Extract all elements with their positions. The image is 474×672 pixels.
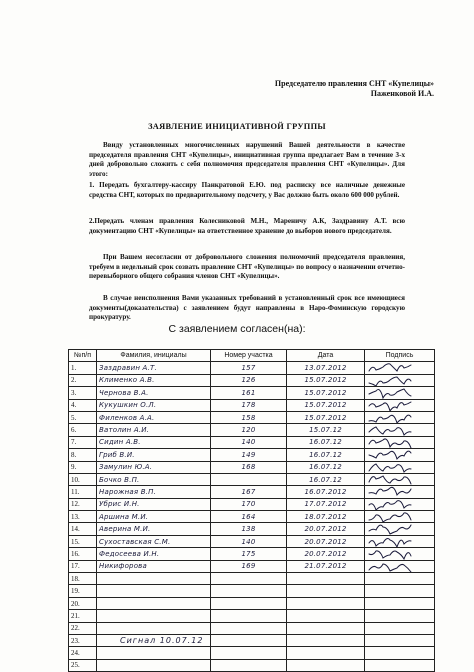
row-signature — [365, 560, 435, 572]
row-date — [287, 647, 365, 659]
row-name: Убрис И.Н. — [97, 498, 211, 510]
row-signature — [365, 573, 435, 585]
row-name — [97, 597, 211, 609]
table-row — [69, 535, 435, 547]
row-number: 13. — [69, 511, 97, 523]
row-date: 15.07.2012 — [287, 411, 365, 423]
row-number: 15. — [69, 535, 97, 547]
row-date: 17.07.2012 — [287, 498, 365, 510]
row-number: 21. — [69, 610, 97, 622]
row-plot: 158 — [211, 411, 287, 423]
col-header-name: Фамилия, инициалы — [97, 350, 211, 362]
row-signature — [365, 585, 435, 597]
row-plot: 178 — [211, 399, 287, 411]
row-date — [287, 659, 365, 671]
table-row — [69, 424, 435, 436]
row-date: 15.07.2012 — [287, 374, 365, 386]
row-plot: 164 — [211, 511, 287, 523]
table-row — [69, 610, 435, 622]
row-name: Никифорова — [97, 560, 211, 572]
addressee-line: Председателю правления СНТ «Купелицы» — [274, 79, 434, 88]
row-plot — [211, 473, 287, 485]
signature-scribble — [365, 548, 417, 560]
row-name: Аршина М.И. — [97, 511, 211, 523]
row-plot — [211, 597, 287, 609]
row-date: 20.07.2012 — [287, 535, 365, 547]
row-name: Кукушкин О.Л. — [97, 399, 211, 411]
table-row — [69, 560, 435, 572]
row-name: Бочко В.П. — [97, 473, 211, 485]
row-number: 1. — [69, 362, 97, 374]
row-number: 5. — [69, 411, 97, 423]
row-name: Клименко А.В. — [97, 374, 211, 386]
row-signature — [365, 523, 435, 535]
row-plot: 169 — [211, 560, 287, 572]
row-plot — [211, 647, 287, 659]
paragraph-consequence: В случае неисполнения Вами указанных требований в установленный срок все имеющиеся документы(доказательства) с заявлением будут направлены в Наро-Фоминскую городскую прокуратуру. — [89, 294, 405, 322]
row-plot: 149 — [211, 449, 287, 461]
row-number: 22. — [69, 622, 97, 634]
table-row — [69, 449, 435, 461]
row-number: 3. — [69, 387, 97, 399]
row-signature — [365, 473, 435, 485]
row-name: Замулин Ю.А. — [97, 461, 211, 473]
row-name: Гриб В.И. — [97, 449, 211, 461]
row-plot: 170 — [211, 498, 287, 510]
signature-scribble — [365, 486, 417, 498]
signature-scribble — [365, 436, 417, 448]
signature-scribble — [365, 387, 417, 399]
row-plot: 140 — [211, 535, 287, 547]
col-header-number: №п/п — [69, 350, 97, 362]
row-number: 17. — [69, 560, 97, 572]
row-date: 21.07.2012 — [287, 560, 365, 572]
row-signature — [365, 622, 435, 634]
signature-scribble — [365, 411, 417, 423]
row-date — [287, 634, 365, 646]
row-plot: 140 — [211, 436, 287, 448]
row-name: Аверина М.И. — [97, 523, 211, 535]
row-date — [287, 585, 365, 597]
row-plot — [211, 622, 287, 634]
row-date: 20.07.2012 — [287, 548, 365, 560]
row-number: 16. — [69, 548, 97, 560]
table-row — [69, 523, 435, 535]
row-number: 20. — [69, 597, 97, 609]
signature-scribble — [365, 535, 417, 547]
table-row — [69, 659, 435, 671]
signature-scribble — [365, 498, 417, 510]
table-row — [69, 647, 435, 659]
row-signature — [365, 498, 435, 510]
row-number: 12. — [69, 498, 97, 510]
row-date: 16.07.12 — [287, 449, 365, 461]
row-date: 13.07.2012 — [287, 362, 365, 374]
row-signature — [365, 387, 435, 399]
col-header-plot: Номер участка — [211, 350, 287, 362]
table-row — [69, 622, 435, 634]
row-name: Сидин А.В. — [97, 436, 211, 448]
signature-scribble — [365, 560, 417, 572]
row-number: 10. — [69, 473, 97, 485]
row-number: 8. — [69, 449, 97, 461]
row-plot: 138 — [211, 523, 287, 535]
row-signature — [365, 610, 435, 622]
row-number: 11. — [69, 486, 97, 498]
row-date — [287, 622, 365, 634]
col-header-date: Дата — [287, 350, 365, 362]
signatures-table — [68, 349, 435, 672]
row-name: Филенков А.А. — [97, 411, 211, 423]
col-header-signature: Подпись — [365, 350, 435, 362]
row-date: 16.07.12 — [287, 473, 365, 485]
row-name — [97, 659, 211, 671]
row-name: Федосеева И.Н. — [97, 548, 211, 560]
row-date: 20.07.2012 — [287, 523, 365, 535]
row-signature — [365, 411, 435, 423]
signature-scribble — [365, 374, 417, 386]
row-plot — [211, 585, 287, 597]
row-number: 7. — [69, 436, 97, 448]
table-row — [69, 473, 435, 485]
signature-scribble — [365, 523, 417, 535]
paragraph-demand-1: 1. Передать бухгалтеру-кассиру Панкратовой Е.Ю. под расписку все наличные денежные средства СНТ, которых по предварительному подсчету, у Вас должно быть около 600 000 рублей. — [89, 181, 405, 199]
row-plot — [211, 659, 287, 671]
paragraph-intro: Ввиду установленных многочисленных нарушений Вашей деятельности в качестве председателя правления СНТ «Купелицы», инициативная группа предлагает Вам в течение 3-х дней добровольно сложить с себя полномочия председателя правления СНТ «Купелицы». Для этого: — [89, 141, 405, 178]
row-signature — [365, 634, 435, 646]
signature-scribble — [365, 424, 417, 436]
row-date — [287, 610, 365, 622]
row-number: 9. — [69, 461, 97, 473]
table-row — [69, 374, 435, 386]
table-row — [69, 511, 435, 523]
paragraph-demand-2: 2.Передать членам правления Колесниковой М.Н., Мареничу А.К, Заздравину А.Т. всю документацию СНТ «Купелицы» на ответственное хранение до выборов нового председателя. — [89, 217, 405, 235]
signature-scribble — [365, 473, 417, 485]
row-number: 2. — [69, 374, 97, 386]
row-name: Сухоставская С.М. — [97, 535, 211, 547]
row-plot: 126 — [211, 374, 287, 386]
row-name: Ватолин А.И. — [97, 424, 211, 436]
row-name: Чернова В.А. — [97, 387, 211, 399]
paragraph-refusal: При Вашем несогласии от добровольного сложения полномочий председателя правления, требуем в недельный срок созвать правление СНТ «Купелицы» по вопросу о назначении отчетно-перевыборного общего собрания членов СНТ «Купелицы». — [89, 253, 405, 281]
row-number: 14. — [69, 523, 97, 535]
table-row — [69, 362, 435, 374]
row-number: 23. — [69, 634, 97, 646]
agreement-heading: С заявлением согласен(на): — [168, 323, 306, 335]
row-number: 4. — [69, 399, 97, 411]
row-signature — [365, 597, 435, 609]
row-signature — [365, 486, 435, 498]
table-row — [69, 573, 435, 585]
row-signature — [365, 548, 435, 560]
signature-scribble — [365, 461, 417, 473]
signature-scribble — [365, 511, 417, 523]
row-number: 25. — [69, 659, 97, 671]
signature-scribble — [365, 362, 417, 374]
row-name — [97, 622, 211, 634]
table-row — [69, 548, 435, 560]
row-signature — [365, 362, 435, 374]
row-date: 16.07.12 — [287, 461, 365, 473]
table-row — [69, 411, 435, 423]
row-signature — [365, 511, 435, 523]
row-number: 18. — [69, 573, 97, 585]
table-row — [69, 399, 435, 411]
row-signature — [365, 461, 435, 473]
row-signature — [365, 659, 435, 671]
row-number: 6. — [69, 424, 97, 436]
row-name — [97, 585, 211, 597]
row-name — [97, 610, 211, 622]
row-plot: 175 — [211, 548, 287, 560]
row-date: 18.07.2012 — [287, 511, 365, 523]
row-signature — [365, 399, 435, 411]
row-signature — [365, 535, 435, 547]
row-name — [97, 647, 211, 659]
table-row — [69, 486, 435, 498]
row-signature — [365, 424, 435, 436]
table-row — [69, 461, 435, 473]
addressee-name: Паженковой И.А. — [370, 89, 434, 98]
document-title: ЗАЯВЛЕНИЕ ИНИЦИАТИВНОЙ ГРУППЫ — [148, 122, 326, 131]
row-date — [287, 597, 365, 609]
row-plot — [211, 573, 287, 585]
row-number: 19. — [69, 585, 97, 597]
row-date: 15.07.12 — [287, 424, 365, 436]
row-name — [97, 573, 211, 585]
row-plot: 157 — [211, 362, 287, 374]
row-plot: 167 — [211, 486, 287, 498]
table-row — [69, 498, 435, 510]
row-date: 16.07.12 — [287, 436, 365, 448]
row-name: Заздравин А.Т. — [97, 362, 211, 374]
row-date — [287, 573, 365, 585]
row-signature — [365, 449, 435, 461]
table-row — [69, 387, 435, 399]
handwritten-footer-note: Сигнал 10.07.12 — [120, 636, 204, 645]
row-date: 15.07.2012 — [287, 399, 365, 411]
row-plot: 168 — [211, 461, 287, 473]
row-plot: 161 — [211, 387, 287, 399]
row-signature — [365, 374, 435, 386]
row-date: 16.07.2012 — [287, 486, 365, 498]
row-number: 24. — [69, 647, 97, 659]
signature-scribble — [365, 449, 417, 461]
table-row — [69, 585, 435, 597]
row-plot: 120 — [211, 424, 287, 436]
table-header-row — [69, 350, 435, 362]
row-date: 15.07.2012 — [287, 387, 365, 399]
row-plot — [211, 610, 287, 622]
signature-scribble — [365, 399, 417, 411]
row-signature — [365, 647, 435, 659]
table-row — [69, 436, 435, 448]
table-row — [69, 597, 435, 609]
row-name: Нарожная В.П. — [97, 486, 211, 498]
row-signature — [365, 436, 435, 448]
row-plot — [211, 634, 287, 646]
